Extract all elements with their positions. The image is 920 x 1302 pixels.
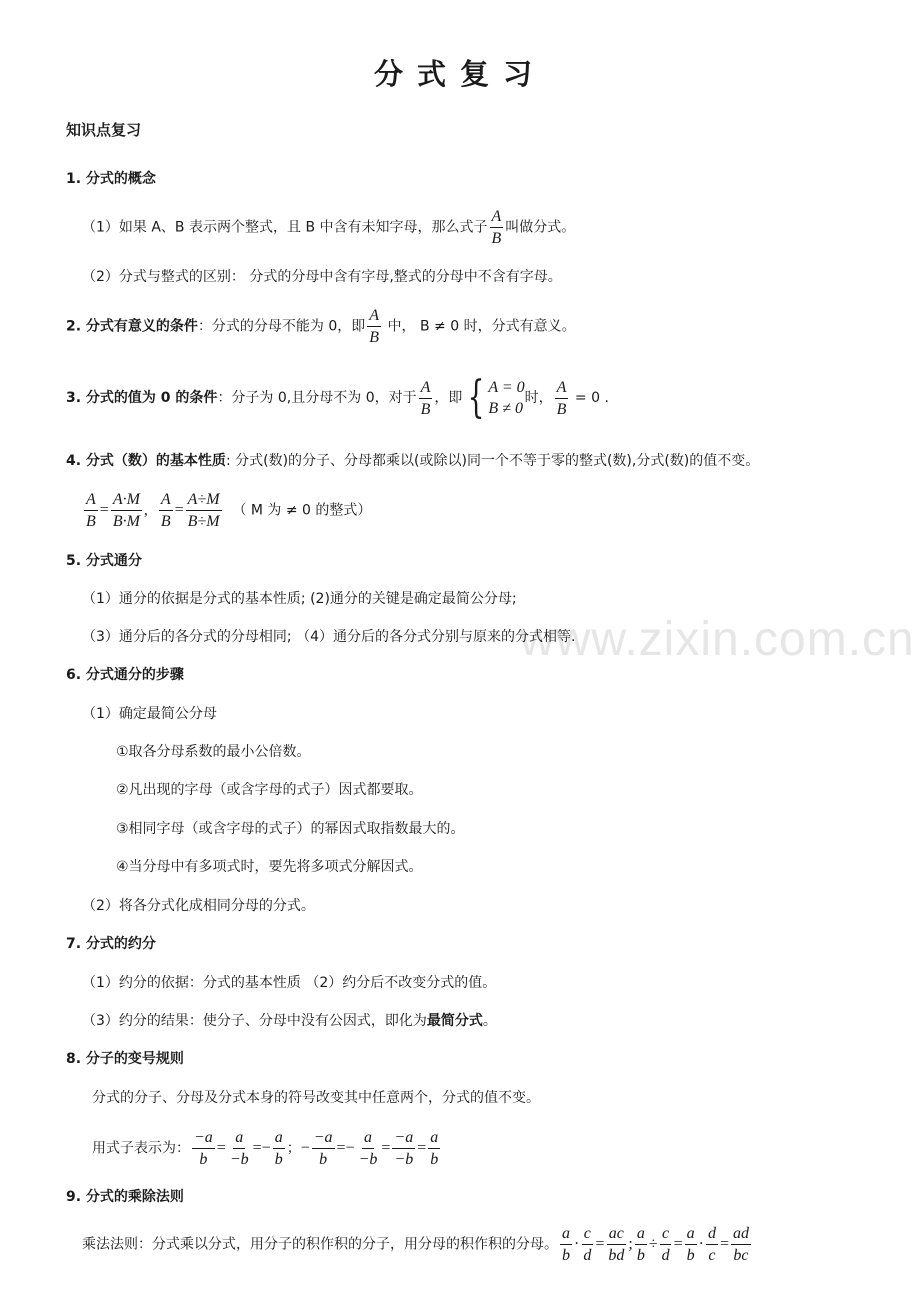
s7-bold-term: 最简分式 xyxy=(426,1013,483,1029)
frac-neg-a-over-neg-b: $\frac{-a}{-b}$ xyxy=(394,1129,414,1168)
section-4 xyxy=(66,451,759,471)
s6-item-4: ④当分母中有多项式时，要先将多项式分解因式。 xyxy=(116,859,423,875)
s6-item-2: ②凡出现的字母（或含字母的式子）因式都要取。 xyxy=(116,782,423,798)
section-6-title: 6. 分式通分的步骤 xyxy=(66,667,184,683)
equals-sign: = xyxy=(719,1235,729,1253)
formula-frac-3: $\frac{A}{B}$ xyxy=(160,491,171,530)
mul-frac-1: $\frac{a}{b}$ xyxy=(562,1225,570,1264)
s2-text-pre: ：分式的分母不能为 0，即 xyxy=(197,318,366,335)
condition-brace: { A = 0 B ≠ 0 xyxy=(467,372,525,423)
watermark: www.zixin.com.cn xyxy=(520,613,915,666)
section-9-title: 9. 分式的乘除法则 xyxy=(66,1189,184,1205)
equals-sign: = xyxy=(381,1139,391,1157)
equals-sign: = xyxy=(174,501,184,519)
fraction-a-over-b-2: $\frac{A}{B}$ xyxy=(556,378,567,418)
s5-line-2: （3）通分后的各分式的分母相同; （4）通分后的各分式分别与原来的分式相等. xyxy=(82,629,576,645)
s4-note: （ M 为 ≠ 0 的整式） xyxy=(232,502,372,519)
s1-line-2: （2）分式与整式的区别： 分式的分母中含有字母,整式的分母中不含有字母。 xyxy=(82,269,562,285)
s1-line-1 xyxy=(82,207,575,248)
section-7-title: 7. 分式的约分 xyxy=(66,936,156,952)
section-heading: 知识点复习 xyxy=(66,121,142,139)
section-2-title: 2. 分式有意义的条件 xyxy=(66,318,198,335)
s8-formula-label: 用式子表示为： xyxy=(92,1140,190,1157)
formula-frac-4: $\frac{A\div M}{B\div M}$ xyxy=(187,491,220,530)
s6-line-2: （2）将各分式化成相同分母的分式。 xyxy=(82,898,315,914)
s7-line-1: （1）约分的依据：分式的基本性质 （2）约分后不改变分式的值。 xyxy=(82,975,497,991)
formula-frac-1: $\frac{A}{B}$ xyxy=(86,491,96,530)
s1-line-1-post: 叫做分式。 xyxy=(505,219,576,236)
frac-a-over-b-2: $\frac{a}{b}$ xyxy=(430,1129,439,1168)
s6-item-1: ①取各分母系数的最小公倍数。 xyxy=(116,744,311,760)
s8-text: 分式的分子、分母及分式本身的符号改变其中任意两个，分式的值不变。 xyxy=(92,1090,540,1106)
divide-sign: ÷ xyxy=(648,1235,658,1253)
section-4-title: 4. 分式（数）的基本性质 xyxy=(66,453,226,469)
s3-text-end: = 0 . xyxy=(570,390,609,406)
s7-line-2-pre: （3）约分的结果：使分子、分母中没有公因式，即化为 xyxy=(82,1013,427,1029)
fraction-a-over-b: $\frac{A}{B}$ xyxy=(369,307,380,346)
div-frac-1: $\frac{a}{b}$ xyxy=(636,1225,645,1264)
frac-a-over-neg-b: $\frac{a}{-b}$ xyxy=(229,1129,249,1168)
s6-line-1: （1）确定最简公分母 xyxy=(82,706,217,722)
div-frac-5: $\frac{ad}{bc}$ xyxy=(732,1225,749,1264)
semicolon: ； xyxy=(286,1140,301,1157)
minus-sign: − xyxy=(345,1139,355,1157)
dot-sign: · xyxy=(574,1235,580,1253)
minus-sign: − xyxy=(261,1139,271,1157)
equals-sign: = xyxy=(595,1235,605,1253)
mul-frac-2: $\frac{c}{d}$ xyxy=(583,1225,592,1264)
mul-frac-3: $\frac{ac}{bd}$ xyxy=(608,1225,625,1264)
section-1-title: 1. 分式的概念 xyxy=(66,171,156,187)
section-8-title: 8. 分子的变号规则 xyxy=(66,1051,184,1067)
frac-neg-a-over-b: $\frac{-a}{b}$ xyxy=(194,1129,213,1168)
semicolon: ; xyxy=(628,1235,633,1253)
s3-text-pre: ：分子为 0,且分母不为 0，对于 xyxy=(217,390,417,406)
formula-frac-2: $\frac{A\cdot M}{B\cdot M}$ xyxy=(112,491,140,530)
frac-neg-a-over-b-2: $\frac{-a}{b}$ xyxy=(313,1129,333,1168)
section-5-title: 5. 分式通分 xyxy=(66,553,142,569)
s1-line-1-pre: （1）如果 A、B 表示两个整式，且 B 中含有未知字母，那么式子 xyxy=(82,219,488,236)
minus-sign: − xyxy=(300,1139,310,1157)
frac-a-over-b: $\frac{a}{b}$ xyxy=(274,1129,283,1168)
section-3-title: 3. 分式的值为 0 的条件 xyxy=(66,390,218,406)
equals-sign: = xyxy=(252,1139,262,1157)
div-frac-4: $\frac{d}{c}$ xyxy=(707,1225,716,1264)
equals-sign: = xyxy=(673,1235,683,1253)
s5-line-1: （1）通分的依据是分式的基本性质; (2)通分的关键是确定最简公分母; xyxy=(82,591,517,607)
div-frac-3: $\frac{a}{b}$ xyxy=(686,1225,695,1264)
equals-sign: = xyxy=(99,501,109,519)
page-title: 分式复习 xyxy=(373,57,546,91)
equals-sign: = xyxy=(417,1139,427,1157)
section-2 xyxy=(66,306,576,347)
s3-text-mid: ，即 xyxy=(434,390,463,406)
comma: , xyxy=(143,501,148,519)
equals-sign: = xyxy=(336,1139,346,1157)
s6-item-3: ③相同字母（或含字母的式子）的幂因式取指数最大的。 xyxy=(116,821,465,837)
fraction-a-over-b: $\frac{A}{B}$ xyxy=(420,378,431,418)
s9-text-line xyxy=(82,1224,753,1265)
frac-a-over-neg-b-2: $\frac{a}{-b}$ xyxy=(358,1129,378,1168)
condition-1: A = 0 xyxy=(488,379,525,396)
s9-text: 乘法法则：分式乘以分式，用分子的积作积的分子，用分母的积作积的分母。 xyxy=(82,1236,558,1253)
s4-formula xyxy=(82,490,371,531)
s3-text-shi: 时， xyxy=(524,390,553,406)
s2-text-post: 中， B ≠ 0 时，分式有意义。 xyxy=(383,318,576,335)
fraction-a-over-b: $\frac{A}{B}$ xyxy=(491,208,502,247)
s7-line-2-post: 。 xyxy=(482,1013,497,1029)
s7-line-2 xyxy=(82,1011,497,1031)
s4-text: : 分式(数)的分子、分母都乘以(或除以)同一个不等于零的整式(数),分式(数)的值不变。 xyxy=(225,453,760,469)
section-3 xyxy=(66,372,609,423)
s8-formula xyxy=(92,1128,442,1169)
equals-sign: = xyxy=(216,1139,226,1157)
condition-2: B ≠ 0 xyxy=(488,400,523,417)
div-frac-2: $\frac{c}{d}$ xyxy=(661,1225,670,1264)
dot-sign: · xyxy=(698,1235,704,1253)
